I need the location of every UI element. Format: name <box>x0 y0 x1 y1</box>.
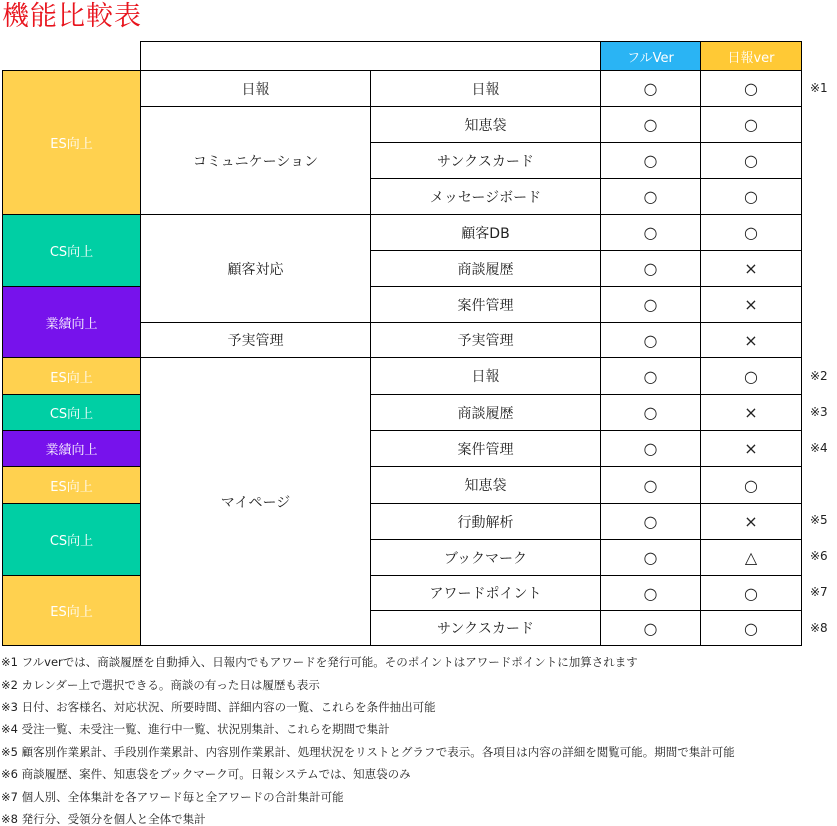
group-mypage: マイページ <box>140 357 371 646</box>
category-cs: CS向上 <box>2 214 141 287</box>
daily-version-mark: × <box>700 394 802 431</box>
footnote: ※7 個人別、全体集計を各アワード毎と全アワードの合計集計可能 <box>1 790 344 804</box>
group-nippo: 日報 <box>140 70 371 107</box>
feature-cell: 行動解析 <box>370 503 601 540</box>
full-version-mark: ○ <box>600 394 701 431</box>
full-version-mark: ○ <box>600 142 701 179</box>
feature-cell: 案件管理 <box>370 430 601 467</box>
daily-version-mark: ○ <box>700 466 802 504</box>
daily-version-mark: × <box>700 503 802 540</box>
note-ref: ※8 <box>810 621 828 635</box>
group-communication: コミュニケーション <box>140 106 371 215</box>
footnote: ※8 発行分、受領分を個人と全体で集計 <box>1 812 206 826</box>
daily-version-mark: ○ <box>700 610 802 646</box>
feature-cell: 知恵袋 <box>370 106 601 143</box>
group-customer-support: 顧客対応 <box>140 214 371 323</box>
full-version-mark: ○ <box>600 575 701 611</box>
note-ref: ※6 <box>810 549 828 563</box>
daily-version-mark: × <box>700 286 802 323</box>
feature-cell: 知恵袋 <box>370 466 601 504</box>
note-ref: ※1 <box>810 81 828 95</box>
feature-cell: メッセージボード <box>370 178 601 215</box>
full-version-mark: ○ <box>600 357 701 395</box>
category-es: ES向上 <box>2 70 141 215</box>
full-version-mark: ○ <box>600 106 701 143</box>
header-full-version: フルVer <box>600 41 701 71</box>
feature-cell: 顧客DB <box>370 214 601 251</box>
feature-cell: サンクスカード <box>370 142 601 179</box>
full-version-mark: ○ <box>600 250 701 287</box>
feature-cell: 日報 <box>370 70 601 107</box>
full-version-mark: ○ <box>600 70 701 107</box>
full-version-mark: ○ <box>600 539 701 576</box>
daily-version-mark: × <box>700 322 802 358</box>
category-es: ES向上 <box>2 466 141 504</box>
daily-version-mark: ○ <box>700 178 802 215</box>
full-version-mark: ○ <box>600 322 701 358</box>
footnote: ※4 受注一覧、未受注一覧、進行中一覧、状況別集計、これらを期間で集計 <box>1 722 390 736</box>
daily-version-mark: ○ <box>700 142 802 179</box>
category-es: ES向上 <box>2 575 141 646</box>
note-ref: ※3 <box>810 405 828 419</box>
header-daily-version: 日報ver <box>700 41 802 71</box>
category-performance: 業績向上 <box>2 430 141 467</box>
full-version-mark: ○ <box>600 466 701 504</box>
page-title: 機能比較表 <box>2 1 142 32</box>
feature-cell: 日報 <box>370 357 601 395</box>
footnote: ※2 カレンダー上で選択できる。商談の有った日は履歴も表示 <box>1 678 320 692</box>
feature-cell: 商談履歴 <box>370 250 601 287</box>
note-ref: ※7 <box>810 585 828 599</box>
daily-version-mark: ○ <box>700 214 802 251</box>
feature-cell: サンクスカード <box>370 610 601 646</box>
feature-cell: 商談履歴 <box>370 394 601 431</box>
header-blank <box>140 41 601 71</box>
category-es: ES向上 <box>2 357 141 395</box>
category-cs: CS向上 <box>2 394 141 431</box>
daily-version-mark: ○ <box>700 357 802 395</box>
footnote: ※5 顧客別作業累計、手段別作業累計、内容別作業累計、処理状況をリストとグラフで表示。各項目は内容の詳細を閲覧可能。期間で集計可能 <box>1 745 735 759</box>
feature-cell: 案件管理 <box>370 286 601 323</box>
footnote: ※3 日付、お客様名、対応状況、所要時間、詳細内容の一覧、これらを条件抽出可能 <box>1 700 436 714</box>
daily-version-mark: △ <box>700 539 802 576</box>
feature-cell: 予実管理 <box>370 322 601 358</box>
feature-cell: アワードポイント <box>370 575 601 611</box>
full-version-mark: ○ <box>600 503 701 540</box>
full-version-mark: ○ <box>600 286 701 323</box>
full-version-mark: ○ <box>600 178 701 215</box>
note-ref: ※4 <box>810 441 828 455</box>
note-ref: ※2 <box>810 369 828 383</box>
daily-version-mark: × <box>700 250 802 287</box>
group-budget-management: 予実管理 <box>140 322 371 358</box>
feature-cell: ブックマーク <box>370 539 601 576</box>
full-version-mark: ○ <box>600 610 701 646</box>
daily-version-mark: ○ <box>700 106 802 143</box>
full-version-mark: ○ <box>600 430 701 467</box>
daily-version-mark: × <box>700 430 802 467</box>
footnote: ※1 フルverでは、商談履歴を自動挿入、日報内でもアワードを発行可能。そのポイントはアワードポイントに加算されます <box>1 655 638 669</box>
daily-version-mark: ○ <box>700 575 802 611</box>
footnote: ※6 商談履歴、案件、知恵袋をブックマーク可。日報システムでは、知恵袋のみ <box>1 767 411 781</box>
daily-version-mark: ○ <box>700 70 802 107</box>
full-version-mark: ○ <box>600 214 701 251</box>
category-cs: CS向上 <box>2 503 141 576</box>
note-ref: ※5 <box>810 513 828 527</box>
category-performance: 業績向上 <box>2 286 141 358</box>
